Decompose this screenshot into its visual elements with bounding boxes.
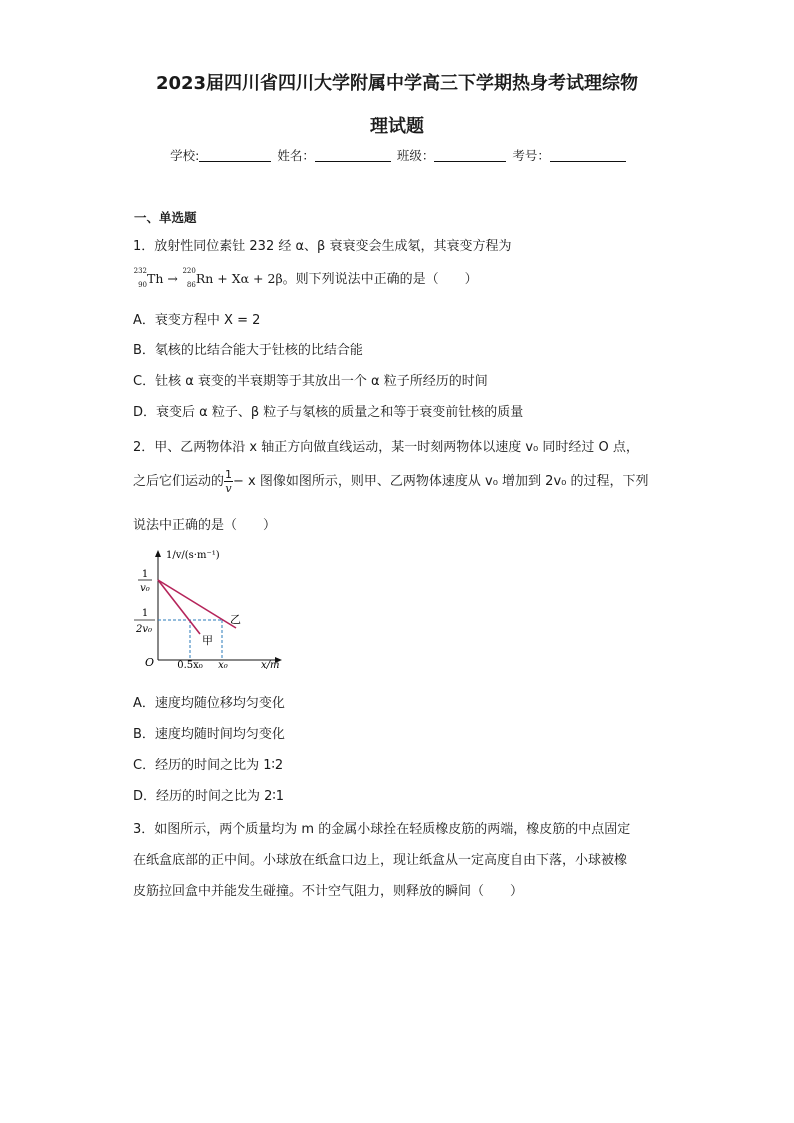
y-tick-mid-num: 1 [141, 608, 149, 619]
q2-stem-line1: 2．甲、乙两物体沿 x 轴正方向做直线运动，某一时刻两物体以速度 v₀ 同时经过 O 点， [133, 440, 639, 455]
q2-option-a[interactable]: A．速度均随位移均匀变化 [133, 696, 285, 711]
th-symbol: Th [147, 271, 164, 286]
line-yi [158, 580, 236, 628]
school-label: 学校: [170, 148, 200, 163]
document-title-line2: 理试题 [370, 116, 424, 137]
class-label: 班级： [396, 148, 435, 163]
q3-stem-line1: 3．如图所示，两个质量均为 m 的金属小球拴在轻质橡皮筋的两端，橡皮筋的中点固定 [133, 822, 631, 837]
q2-option-d[interactable]: D．经历的时间之比为 2∶1 [133, 789, 285, 804]
x-axis-label: x/m [261, 660, 280, 671]
q1-stem: 1．放射性同位素钍 232 经 α、β 衰衰变会生成氡，其衰变方程为 [133, 239, 512, 254]
name-label: 姓名： [277, 148, 315, 163]
student-info-row [0, 146, 794, 164]
rn-products: Rn + Xα + 2β [195, 271, 283, 286]
q2-option-c[interactable]: C．经历的时间之比为 1∶2 [133, 758, 284, 773]
origin-label: O [145, 656, 155, 669]
q3-stem-line3: 皮筋拉回盒中并能发生碰撞。不计空气阻力，则释放的瞬间（ ） [133, 884, 524, 899]
q2-inline-fraction: $\frac{1}{v}$ [225, 468, 233, 495]
q2-stem-line2: 之后它们运动的 $\frac{1}{v}$ − x 图像如图所示，则甲、乙两物体速度从 v₀ 增加到 2v₀ 的过程，下列 [133, 468, 649, 495]
y-tick-mid-den: 2v₀ [135, 624, 153, 635]
y-tick-top-den: v₀ [140, 583, 150, 594]
line-yi-label: 乙 [230, 613, 241, 626]
th-nuclide-index: 232 90 [133, 267, 147, 289]
q1-option-a[interactable]: A．衰变方程中 X = 2 [133, 313, 261, 328]
q1-equation [133, 268, 478, 287]
q1-option-d[interactable]: D．衰变后 α 粒子、β 粒子与氡核的质量之和等于衰变前钍核的质量 [133, 405, 524, 420]
x-tick-half: 0.5x₀ [177, 660, 203, 671]
q2-option-b[interactable]: B．速度均随时间均匀变化 [133, 727, 285, 742]
arrow-glyph: → [167, 271, 178, 286]
class-blank[interactable] [434, 148, 506, 162]
x-tick-x0: x₀ [218, 660, 228, 671]
q1-equation-tail: 。则下列说法中正确的是（ ） [282, 272, 478, 287]
line-jia [158, 580, 200, 634]
q2-stem-line3: 说法中正确的是（ ） [133, 518, 277, 533]
name-blank[interactable] [315, 148, 391, 162]
q1-option-c[interactable]: C．钍核 α 衰变的半衰期等于其放出一个 α 粒子所经历的时间 [133, 374, 488, 389]
q2-graph [128, 548, 298, 674]
q3-stem-line2: 在纸盒底部的正中间。小球放在纸盒口边上，现让纸盒从一定高度自由下落，小球被橡 [133, 853, 628, 868]
q1-option-b[interactable]: B．氡核的比结合能大于钍核的比结合能 [133, 343, 363, 358]
exam-number-label: 考号： [512, 148, 550, 163]
school-blank[interactable] [199, 148, 271, 162]
y-axis-arrow [155, 550, 161, 557]
exam-number-blank[interactable] [550, 148, 626, 162]
document-title-line1: 2023届四川省四川大学附属中学高三下学期热身考试理综物 [155, 73, 639, 94]
section-heading: 一、单选题 [134, 210, 197, 225]
y-axis-label: 1/v/(s·m⁻¹) [166, 550, 220, 561]
y-tick-top-num: 1 [141, 569, 149, 580]
line-jia-label: 甲 [202, 634, 213, 647]
rn-nuclide-index: 220 86 [182, 267, 196, 289]
